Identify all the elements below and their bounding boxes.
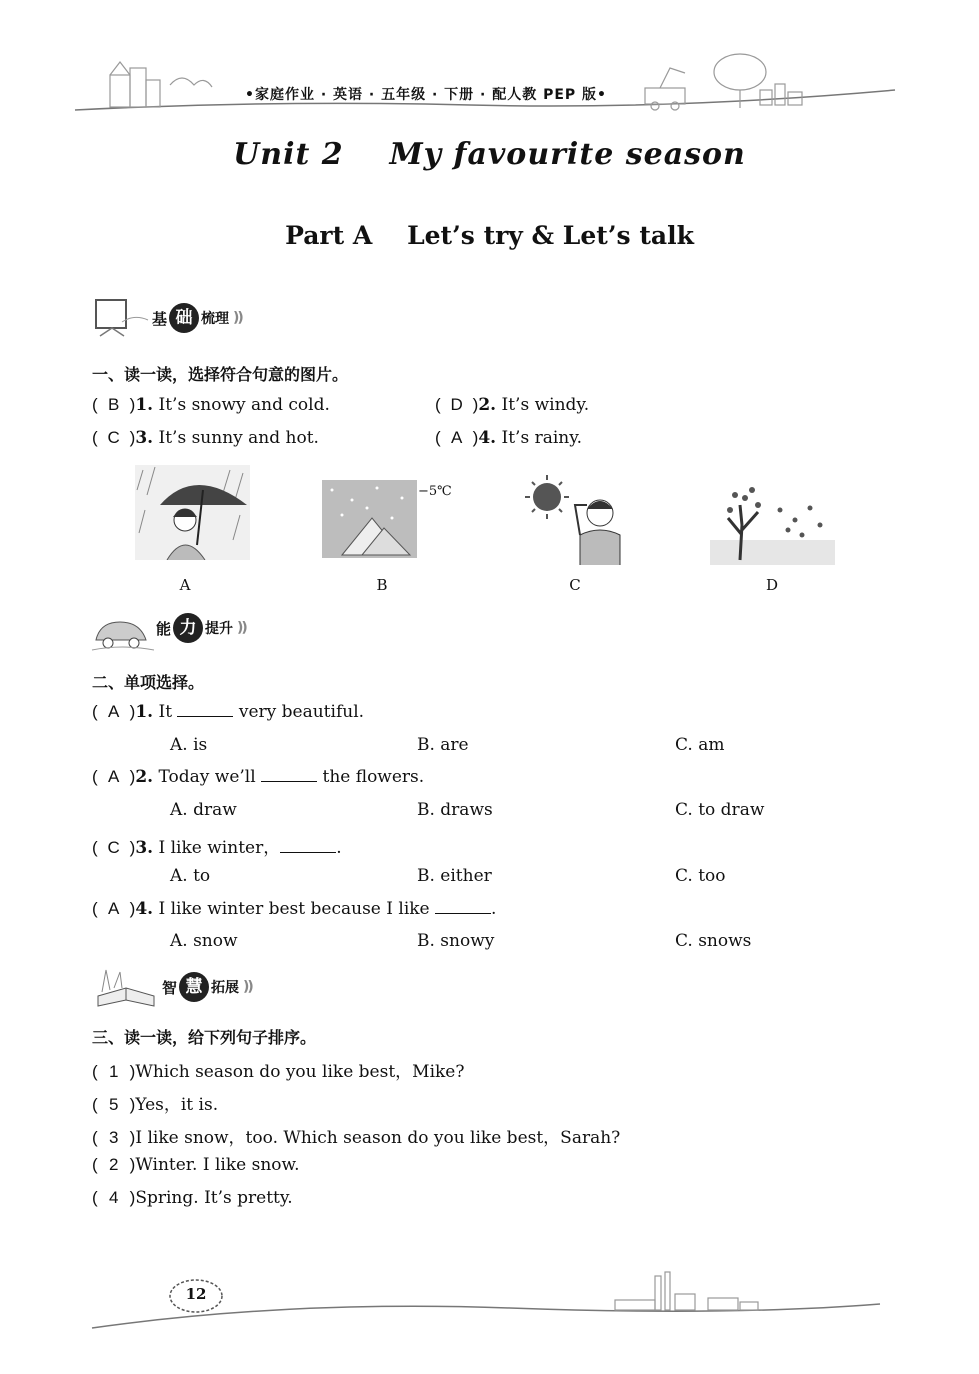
s2-question-2: ( A )2. Today we’ll the flowers. bbox=[92, 767, 425, 787]
answer: 4 bbox=[108, 1188, 119, 1207]
option-c: C. am bbox=[675, 735, 725, 755]
option-b: B. draws bbox=[417, 800, 493, 820]
item-text: It’s windy. bbox=[501, 395, 590, 415]
item-text: It’s snowy and cold. bbox=[158, 395, 330, 415]
s3-item-3: ( 3 )I like snow，too. Which season do you like best，Sarah? bbox=[92, 1128, 621, 1148]
question-pre: I like winter， bbox=[158, 838, 281, 858]
answer: A bbox=[108, 899, 120, 918]
question-post: . bbox=[491, 899, 497, 919]
item-number: 3. bbox=[135, 838, 154, 858]
option-a: A. snow bbox=[170, 931, 238, 951]
picture-label-b: B bbox=[376, 576, 388, 594]
chalkboard-icon bbox=[92, 296, 152, 340]
option-b: B. either bbox=[417, 866, 492, 886]
answer: A bbox=[108, 702, 120, 721]
option-a: A. draw bbox=[170, 800, 237, 820]
item-number: 3. bbox=[135, 428, 154, 448]
badge-big-char: 力 bbox=[173, 613, 203, 643]
section2-heading: 二、单项选择。 bbox=[92, 673, 205, 692]
s3-item-2: ( 5 )Yes，it is. bbox=[92, 1095, 219, 1115]
answer: D bbox=[450, 395, 463, 414]
badge-first-char: 能 bbox=[156, 619, 172, 638]
option-b: B. are bbox=[417, 735, 469, 755]
temperature-label: −5℃ bbox=[418, 484, 452, 499]
question-post: . bbox=[336, 838, 342, 858]
item-number: 2. bbox=[478, 395, 497, 415]
item-text: Which season do you like best，Mike? bbox=[135, 1062, 465, 1082]
item-number: 1. bbox=[135, 702, 154, 722]
answer-blank bbox=[261, 767, 317, 782]
item-number: 2. bbox=[135, 767, 154, 787]
badge-big-char: 慧 bbox=[179, 972, 209, 1002]
badge-wave-icon: )) bbox=[243, 979, 252, 995]
answer: C bbox=[107, 428, 120, 447]
item-number: 1. bbox=[135, 395, 154, 415]
windy-tree-icon bbox=[710, 480, 835, 565]
picture-label-a: A bbox=[179, 576, 191, 594]
answer-blank bbox=[435, 899, 491, 914]
city-skyline-icon bbox=[615, 1272, 758, 1310]
question-pre: I like winter best because I like bbox=[158, 899, 430, 919]
s3-item-1: ( 1 )Which season do you like best，Mike? bbox=[92, 1062, 465, 1082]
question-pre: Today we’ll bbox=[158, 767, 256, 787]
question-pre: It bbox=[158, 702, 173, 722]
snowy-mountains-icon bbox=[322, 480, 417, 558]
answer: 5 bbox=[108, 1095, 119, 1114]
section-badge-ability bbox=[156, 614, 246, 642]
option-b: B. snowy bbox=[417, 931, 495, 951]
s1-item-3: ( C )3. It’s sunny and hot. bbox=[92, 428, 319, 448]
answer: A bbox=[108, 767, 120, 786]
answer-blank bbox=[280, 838, 336, 853]
answer-blank bbox=[177, 702, 233, 717]
answer: 2 bbox=[108, 1155, 119, 1174]
rain-umbrella-girl-icon bbox=[135, 465, 250, 560]
answer: 3 bbox=[108, 1128, 119, 1147]
page-number: 12 bbox=[185, 1285, 207, 1303]
open-book-icon bbox=[90, 966, 162, 1010]
s2-question-1: ( A )1. It very beautiful. bbox=[92, 702, 365, 722]
section1-heading: 一、读一读，选择符合句意的图片。 bbox=[92, 365, 349, 384]
badge-rest: 梳理 bbox=[201, 311, 230, 327]
item-number: 4. bbox=[478, 428, 497, 448]
sunny-boy-icon bbox=[525, 475, 635, 565]
s3-item-4: ( 2 )Winter. I like snow. bbox=[92, 1155, 300, 1175]
answer: A bbox=[451, 428, 463, 447]
s1-item-4: ( A )4. It’s rainy. bbox=[435, 428, 582, 448]
option-a: A. to bbox=[170, 866, 211, 886]
option-a: A. is bbox=[170, 735, 208, 755]
toy-car-icon bbox=[90, 610, 156, 654]
item-number: 4. bbox=[135, 899, 154, 919]
house-sketch-icon bbox=[110, 62, 212, 107]
item-text: I like snow，too. Which season do you like best，Sarah? bbox=[135, 1128, 621, 1148]
section-badge-wisdom bbox=[162, 973, 252, 1001]
part-title: Part A Let’s try & Let’s talk bbox=[285, 221, 694, 250]
section-badge-basics bbox=[152, 304, 242, 332]
s1-item-2: ( D )2. It’s windy. bbox=[435, 395, 590, 415]
item-text: Spring. It’s pretty. bbox=[135, 1188, 293, 1208]
item-text: Winter. I like snow. bbox=[135, 1155, 300, 1175]
picture-label-c: C bbox=[569, 576, 581, 594]
badge-first-char: 基 bbox=[152, 309, 168, 328]
section3-heading: 三、读一读，给下列句子排序。 bbox=[92, 1028, 317, 1047]
question-post: very beautiful. bbox=[238, 702, 365, 722]
item-text: Yes，it is. bbox=[135, 1095, 219, 1115]
answer: 1 bbox=[108, 1062, 119, 1081]
answer: C bbox=[107, 838, 120, 857]
unit-title: Unit 2 My favourite season bbox=[233, 137, 746, 172]
badge-wave-icon: )) bbox=[233, 310, 242, 326]
badge-rest: 提升 bbox=[205, 621, 234, 637]
header-text: •家庭作业 · 英语 · 五年级 · 下册 · 配人教 PEP 版• bbox=[245, 87, 607, 103]
s2-question-3: ( C )3. I like winter， . bbox=[92, 838, 342, 858]
s3-item-5: ( 4 )Spring. It’s pretty. bbox=[92, 1188, 293, 1208]
option-c: C. to draw bbox=[675, 800, 765, 820]
badge-wave-icon: )) bbox=[237, 620, 246, 636]
picture-label-d: D bbox=[765, 576, 779, 594]
item-text: It’s sunny and hot. bbox=[158, 428, 319, 448]
answer: B bbox=[108, 395, 120, 414]
question-post: the flowers. bbox=[322, 767, 425, 787]
option-c: C. too bbox=[675, 866, 726, 886]
option-c: C. snows bbox=[675, 931, 752, 951]
badge-rest: 拓展 bbox=[211, 980, 240, 996]
badge-big-char: 础 bbox=[169, 303, 199, 333]
badge-first-char: 智 bbox=[162, 978, 178, 997]
item-text: It’s rainy. bbox=[501, 428, 582, 448]
s2-question-4: ( A )4. I like winter best because I like . bbox=[92, 899, 497, 919]
s1-item-1: ( B )1. It’s snowy and cold. bbox=[92, 395, 330, 415]
